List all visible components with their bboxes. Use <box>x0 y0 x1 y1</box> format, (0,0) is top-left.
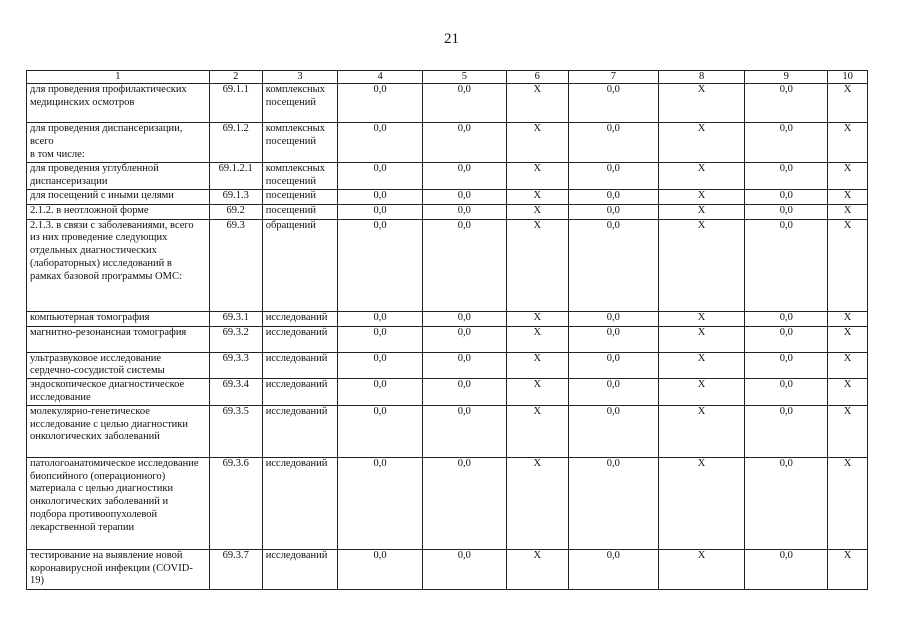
value-cell: 0,0 <box>568 204 658 219</box>
table-row <box>27 123 868 163</box>
x-mark-cell: Х <box>658 219 745 311</box>
value-cell: 0,0 <box>422 326 506 352</box>
value-cell: 0,0 <box>422 457 506 549</box>
row-code-cell: 69.3.6 <box>209 457 262 549</box>
row-name-cell: патологоанатомическое исследование биопсийного (операционного) материала с целью диагностики онкологических заболеваний и подбора противоопухолевой лекарственной терапии <box>27 457 210 549</box>
value-cell: 0,0 <box>422 84 506 123</box>
row-code-cell: 69.3 <box>209 219 262 311</box>
row-code-cell: 69.3.5 <box>209 405 262 457</box>
table-row <box>27 549 868 589</box>
row-code-cell: 69.1.1 <box>209 84 262 123</box>
value-cell: 0,0 <box>745 219 828 311</box>
x-mark-cell: Х <box>828 311 868 326</box>
x-mark-cell: Х <box>658 311 745 326</box>
value-cell: 0,0 <box>338 549 423 589</box>
column-header: 9 <box>745 71 828 84</box>
row-name-cell: молекулярно-генетическое исследование с целью диагностики онкологических заболеваний <box>27 405 210 457</box>
table-row <box>27 219 868 311</box>
x-mark-cell: Х <box>506 457 568 549</box>
x-mark-cell: Х <box>506 405 568 457</box>
value-cell: 0,0 <box>422 163 506 190</box>
table-row <box>27 311 868 326</box>
x-mark-cell: Х <box>828 352 868 379</box>
row-code-cell: 69.1.3 <box>209 189 262 204</box>
value-cell: 0,0 <box>568 379 658 406</box>
value-cell: 0,0 <box>568 405 658 457</box>
x-mark-cell: Х <box>828 405 868 457</box>
value-cell: 0,0 <box>422 379 506 406</box>
x-mark-cell: Х <box>828 549 868 589</box>
value-cell: 0,0 <box>745 405 828 457</box>
x-mark-cell: Х <box>658 405 745 457</box>
x-mark-cell: Х <box>506 311 568 326</box>
row-name-cell: для проведения углубленной диспансеризации <box>27 163 210 190</box>
value-cell: 0,0 <box>338 189 423 204</box>
row-unit-cell: посещений <box>262 189 338 204</box>
value-cell: 0,0 <box>422 311 506 326</box>
value-cell: 0,0 <box>422 352 506 379</box>
value-cell: 0,0 <box>568 352 658 379</box>
x-mark-cell: Х <box>658 123 745 163</box>
x-mark-cell: Х <box>658 326 745 352</box>
value-cell: 0,0 <box>568 326 658 352</box>
table-row <box>27 405 868 457</box>
value-cell: 0,0 <box>568 549 658 589</box>
value-cell: 0,0 <box>422 204 506 219</box>
x-mark-cell: Х <box>506 163 568 190</box>
value-cell: 0,0 <box>745 352 828 379</box>
x-mark-cell: Х <box>506 84 568 123</box>
value-cell: 0,0 <box>745 204 828 219</box>
x-mark-cell: Х <box>828 457 868 549</box>
row-unit-cell: комплексных посещений <box>262 163 338 190</box>
value-cell: 0,0 <box>422 123 506 163</box>
row-code-cell: 69.1.2.1 <box>209 163 262 190</box>
value-cell: 0,0 <box>568 84 658 123</box>
table-row <box>27 379 868 406</box>
page-number: 21 <box>444 31 459 47</box>
row-name-cell: тестирование на выявление новой коронавирусной инфекции (COVID-19) <box>27 549 210 589</box>
value-cell: 0,0 <box>745 84 828 123</box>
x-mark-cell: Х <box>828 84 868 123</box>
row-name-cell: компьютерная томография <box>27 311 210 326</box>
value-cell: 0,0 <box>745 379 828 406</box>
value-cell: 0,0 <box>422 405 506 457</box>
row-unit-cell: комплексных посещений <box>262 123 338 163</box>
table-row <box>27 163 868 190</box>
value-cell: 0,0 <box>338 326 423 352</box>
value-cell: 0,0 <box>422 189 506 204</box>
table-row <box>27 84 868 123</box>
x-mark-cell: Х <box>828 123 868 163</box>
row-name-cell: для проведения профилактических медицинских осмотров <box>27 84 210 123</box>
value-cell: 0,0 <box>568 457 658 549</box>
column-number-row <box>27 71 868 84</box>
row-unit-cell: исследований <box>262 326 338 352</box>
column-header: 2 <box>209 71 262 84</box>
value-cell: 0,0 <box>745 311 828 326</box>
row-unit-cell: посещений <box>262 204 338 219</box>
x-mark-cell: Х <box>828 204 868 219</box>
value-cell: 0,0 <box>338 219 423 311</box>
row-code-cell: 69.3.4 <box>209 379 262 406</box>
column-header: 4 <box>338 71 423 84</box>
x-mark-cell: Х <box>506 189 568 204</box>
value-cell: 0,0 <box>422 549 506 589</box>
x-mark-cell: Х <box>658 549 745 589</box>
x-mark-cell: Х <box>658 379 745 406</box>
x-mark-cell: Х <box>506 219 568 311</box>
row-name-cell: ультразвуковое исследование сердечно-сосудистой системы <box>27 352 210 379</box>
column-header: 3 <box>262 71 338 84</box>
row-code-cell: 69.1.2 <box>209 123 262 163</box>
value-cell: 0,0 <box>568 219 658 311</box>
value-cell: 0,0 <box>338 84 423 123</box>
value-cell: 0,0 <box>338 405 423 457</box>
x-mark-cell: Х <box>658 204 745 219</box>
value-cell: 0,0 <box>338 352 423 379</box>
row-name-cell: магнитно-резонансная томография <box>27 326 210 352</box>
x-mark-cell: Х <box>506 204 568 219</box>
column-header: 5 <box>422 71 506 84</box>
value-cell: 0,0 <box>745 189 828 204</box>
column-header: 8 <box>658 71 745 84</box>
value-cell: 0,0 <box>338 379 423 406</box>
value-cell: 0,0 <box>338 163 423 190</box>
row-code-cell: 69.2 <box>209 204 262 219</box>
row-name-cell: 2.1.2. в неотложной форме <box>27 204 210 219</box>
value-cell: 0,0 <box>338 457 423 549</box>
row-code-cell: 69.3.7 <box>209 549 262 589</box>
value-cell: 0,0 <box>745 163 828 190</box>
value-cell: 0,0 <box>568 189 658 204</box>
x-mark-cell: Х <box>658 163 745 190</box>
table-body <box>27 84 868 590</box>
table-row <box>27 352 868 379</box>
value-cell: 0,0 <box>745 123 828 163</box>
x-mark-cell: Х <box>658 352 745 379</box>
value-cell: 0,0 <box>338 204 423 219</box>
x-mark-cell: Х <box>658 189 745 204</box>
value-cell: 0,0 <box>568 163 658 190</box>
row-name-cell: эндоскопическое диагностическое исследование <box>27 379 210 406</box>
column-header: 1 <box>27 71 210 84</box>
data-table <box>26 70 868 590</box>
x-mark-cell: Х <box>828 379 868 406</box>
x-mark-cell: Х <box>506 326 568 352</box>
row-unit-cell: исследований <box>262 457 338 549</box>
table-row <box>27 326 868 352</box>
x-mark-cell: Х <box>828 163 868 190</box>
value-cell: 0,0 <box>568 311 658 326</box>
row-code-cell: 69.3.3 <box>209 352 262 379</box>
row-unit-cell: исследований <box>262 405 338 457</box>
x-mark-cell: Х <box>658 457 745 549</box>
x-mark-cell: Х <box>658 84 745 123</box>
x-mark-cell: Х <box>828 189 868 204</box>
x-mark-cell: Х <box>506 379 568 406</box>
x-mark-cell: Х <box>506 549 568 589</box>
x-mark-cell: Х <box>506 123 568 163</box>
row-name-cell: для проведения диспансеризации, всего в том числе: <box>27 123 210 163</box>
value-cell: 0,0 <box>745 326 828 352</box>
x-mark-cell: Х <box>828 219 868 311</box>
row-unit-cell: исследований <box>262 352 338 379</box>
value-cell: 0,0 <box>745 457 828 549</box>
row-unit-cell: обращений <box>262 219 338 311</box>
column-header: 10 <box>828 71 868 84</box>
x-mark-cell: Х <box>828 326 868 352</box>
value-cell: 0,0 <box>422 219 506 311</box>
row-name-cell: для посещений с иными целями <box>27 189 210 204</box>
row-code-cell: 69.3.1 <box>209 311 262 326</box>
column-header: 6 <box>506 71 568 84</box>
row-name-cell: 2.1.3. в связи с заболеваниями, всего из них проведение следующих отдельных диагностических (лабораторных) исследований в рамках базовой программы ОМС: <box>27 219 210 311</box>
table-row <box>27 189 868 204</box>
column-header: 7 <box>568 71 658 84</box>
table-row <box>27 204 868 219</box>
value-cell: 0,0 <box>338 123 423 163</box>
row-unit-cell: исследований <box>262 549 338 589</box>
value-cell: 0,0 <box>338 311 423 326</box>
row-unit-cell: исследований <box>262 379 338 406</box>
value-cell: 0,0 <box>568 123 658 163</box>
row-unit-cell: исследований <box>262 311 338 326</box>
row-code-cell: 69.3.2 <box>209 326 262 352</box>
value-cell: 0,0 <box>745 549 828 589</box>
row-unit-cell: комплексных посещений <box>262 84 338 123</box>
table-row <box>27 457 868 549</box>
x-mark-cell: Х <box>506 352 568 379</box>
